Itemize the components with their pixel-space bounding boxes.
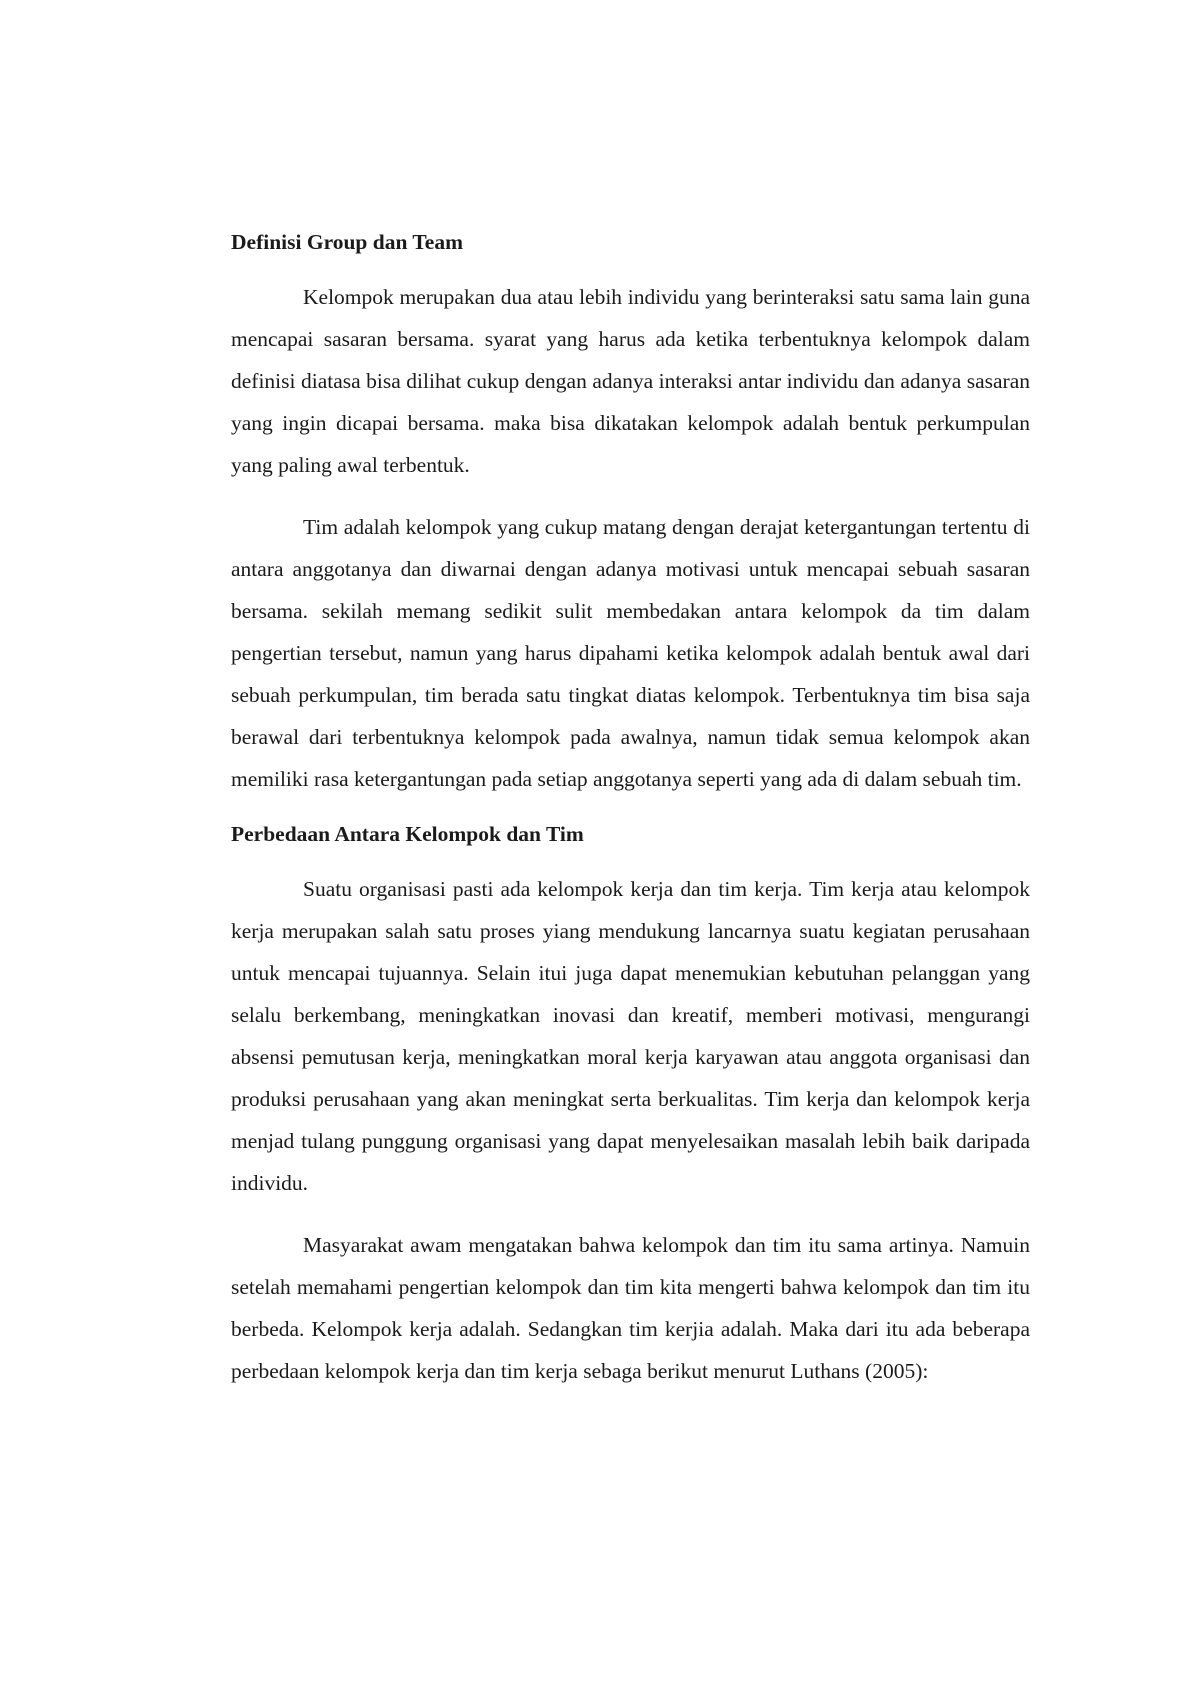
paragraph-tim-definition: Tim adalah kelompok yang cukup matang dengan derajat ketergantungan tertentu di antara anggotanya dan diwarnai dengan adanya motivasi untuk mencapai sebuah sasaran bersama. sekilah memang sedikit sulit membedakan antara kelompok da tim dalam pengertian tersebut, namun yang harus dipahami ketika kelompok adalah bentuk awal dari sebuah perkumpulan, tim berada satu tingkat diatas kelompok. Terbentuknya tim bisa saja berawal dari terbentuknya kelompok pada awalnya, namun tidak semua kelompok akan memiliki rasa ketergantungan pada setiap anggotanya seperti yang ada di dalam sebuah tim. bbox=[231, 515, 1030, 791]
paragraph-organisasi: Suatu organisasi pasti ada kelompok kerja dan tim kerja. Tim kerja atau kelompok kerja merupakan salah satu proses yiang mendukung lancarnya suatu kegiatan perusahaan untuk mencapai tujuannya. Selain itui juga dapat menemukian kebutuhan pelanggan yang selalu berkembang, meningkatkan inovasi dan kreatif, memberi motivasi, mengurangi absensi pemutusan kerja, meningkatkan moral kerja karyawan atau anggota organisasi dan produksi perusahaan yang akan meningkat serta berkualitas. Tim kerja dan kelompok kerja menjad tulang punggung organisasi yang dapat menyelesaikan masalah lebih baik daripada individu. bbox=[231, 877, 1030, 1195]
paragraph-kelompok-definition: Kelompok merupakan dua atau lebih individu yang berinteraksi satu sama lain guna mencapai sasaran bersama. syarat yang harus ada ketika terbentuknya kelompok dalam definisi diatasa bisa dilihat cukup dengan adanya interaksi antar individu dan adanya sasaran yang ingin dicapai bersama. maka bisa dikatakan kelompok adalah bentuk perkumpulan yang paling awal terbentuk. bbox=[231, 285, 1030, 477]
section-heading-perbedaan: Perbedaan Antara Kelompok dan Tim bbox=[231, 822, 584, 846]
paragraph-masyarakat: Masyarakat awam mengatakan bahwa kelompok dan tim itu sama artinya. Namuin setelah memahami pengertian kelompok dan tim kita mengerti bahwa kelompok dan tim itu berbeda. Kelompok kerja adalah. Sedangkan tim kerjia adalah. Maka dari itu ada beberapa perbedaan kelompok kerja dan tim kerja sebaga berikut menurut Luthans (2005): bbox=[231, 1233, 1030, 1383]
section-heading-definisi: Definisi Group dan Team bbox=[231, 230, 463, 254]
document-body bbox=[231, 228, 1030, 1392]
